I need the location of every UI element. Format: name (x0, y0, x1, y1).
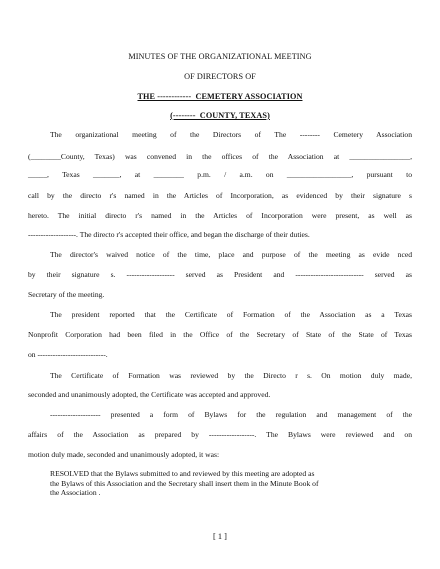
resolved-line-2: the Bylaws of this Association and the Secretary shall insert them in the Minute Book of (50, 478, 319, 488)
paragraph-4-line-1: The Certificate of Formation was reviewed by the Directo r s. On motion duly made, (50, 371, 412, 380)
page-number: [ 1 ] (213, 532, 227, 541)
paragraph-1-line-3: _____, Texas _______, at ________ p.m. / a.m. on _________________, pursuant to (28, 170, 412, 179)
resolved-line-1: RESOLVED that the Bylaws submitted to and reviewed by this meeting are adopted as (50, 469, 315, 478)
paragraph-1-line-5: hereto. The initial directo r's named in the Articles of Incorporation were present, as well as (28, 211, 412, 220)
paragraph-2-line-3: Secretary of the meeting. (28, 290, 105, 299)
paragraph-1-line-6: -------------------. The directo r's accepted their office, and began the discharge of their duties. (28, 230, 310, 239)
document-title-line-1: MINUTES OF THE ORGANIZATIONAL MEETING (128, 52, 312, 61)
document-title-line-4: (-------- COUNTY, TEXAS) (170, 111, 270, 120)
paragraph-3-line-1: The president reported that the Certificate of Formation of the Association as a Texas (50, 310, 412, 319)
paragraph-3-line-3: on ---------------------------. (28, 350, 108, 359)
paragraph-5-line-2: affairs of the Association as prepared by ------------------. The Bylaws were reviewed and on (28, 430, 412, 439)
paragraph-3-line-2: Nonprofit Corporation had been filed in the Office of the Secretary of State of the State of Texas (28, 330, 412, 339)
paragraph-4-line-2: seconded and unanimously adopted, the Certificate was accepted and approved. (28, 390, 271, 399)
resolved-line-3: the Association . (50, 488, 101, 498)
resolved-block (50, 469, 410, 498)
paragraph-5-line-3: motion duly made, seconded and unanimously adopted, it was: (28, 450, 220, 459)
document-title-line-3: THE ------------ CEMETERY ASSOCIATION (137, 92, 303, 101)
paragraph-2-line-2: by their signature s. ------------------- served as President and --------------------------- served as (28, 270, 412, 279)
paragraph-1-line-4: call by the directo r's named in the Articles of Incorporation, as evidenced by their signature s (28, 191, 412, 200)
document-title-line-2: OF DIRECTORS OF (184, 72, 256, 81)
paragraph-1-line-1: The organizational meeting of the Directors of The -------- Cemetery Association (50, 130, 412, 139)
paragraph-2-line-1: The director's waived notice of the time, place and purpose of the meeting as evide nced (50, 250, 412, 259)
paragraph-1-line-2: (________County, Texas) was convened in the offices of the Association at ________________, (28, 152, 412, 161)
paragraph-5-line-1: -------------------- presented a form of Bylaws for the regulation and management of the (50, 410, 412, 419)
